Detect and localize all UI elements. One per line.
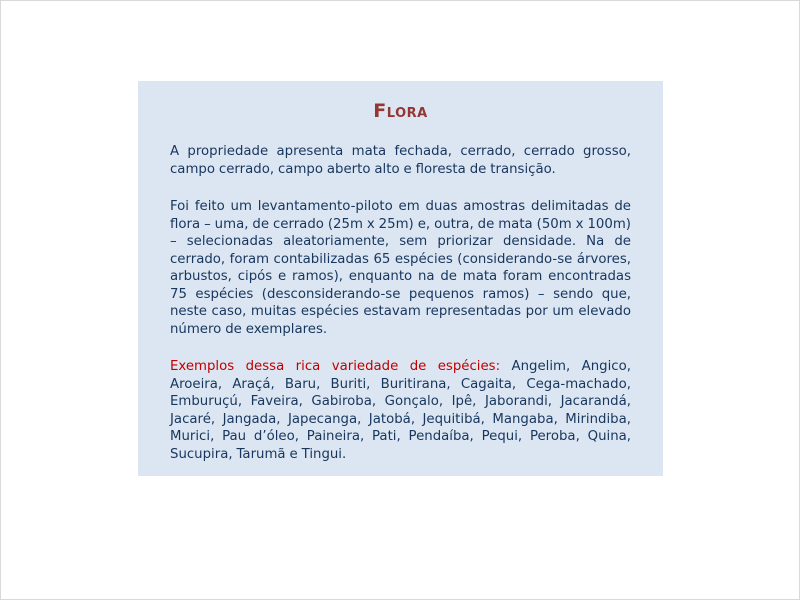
intro-paragraph: A propriedade apresenta mata fechada, cerrado, cerrado grosso, campo cerrado, campo aberto alto e floresta de transição. [170, 144, 631, 177]
examples-paragraph [170, 358, 631, 463]
survey-paragraph: Foi feito um levantamento-piloto em duas amostras delimitadas de flora – uma, de cerrado (25m x 25m) e, outra, de mata (50m x 100m) – selecionadas aleatoriamente, sem priorizar densidade. Na de cerrado, foram contabilizadas 65 espécies (considerando-se árvores, arbustos, cipós e ramos), enquanto na de mata foram encontradas 75 espécies (desconsiderando-se pequenos ramos) – sendo que, neste caso, muitas espécies estavam representadas por um elevado número de exemplares. [170, 199, 631, 337]
content-card [138, 81, 663, 476]
examples-lead: Exemplos dessa rica variedade de espécies: [170, 359, 501, 374]
slide-title: Flora [373, 100, 428, 122]
species-list: Angelim, Angico, Aroeira, Araçá, Baru, Buriti, Buritirana, Cagaita, Cega-machado, Emburuçú, Faveira, Gabiroba, Gonçalo, Ipê, Jaborandi, Jacarandá, Jacaré, Jangada, Japecanga, Jatobá, Jequitibá, Mangaba, Mirindiba, Murici, Pau d’óleo, Paineira, Pati, Pendaíba, Pequi, Peroba, Quina, Sucupira, Tarumã e Tingui. [170, 359, 631, 462]
